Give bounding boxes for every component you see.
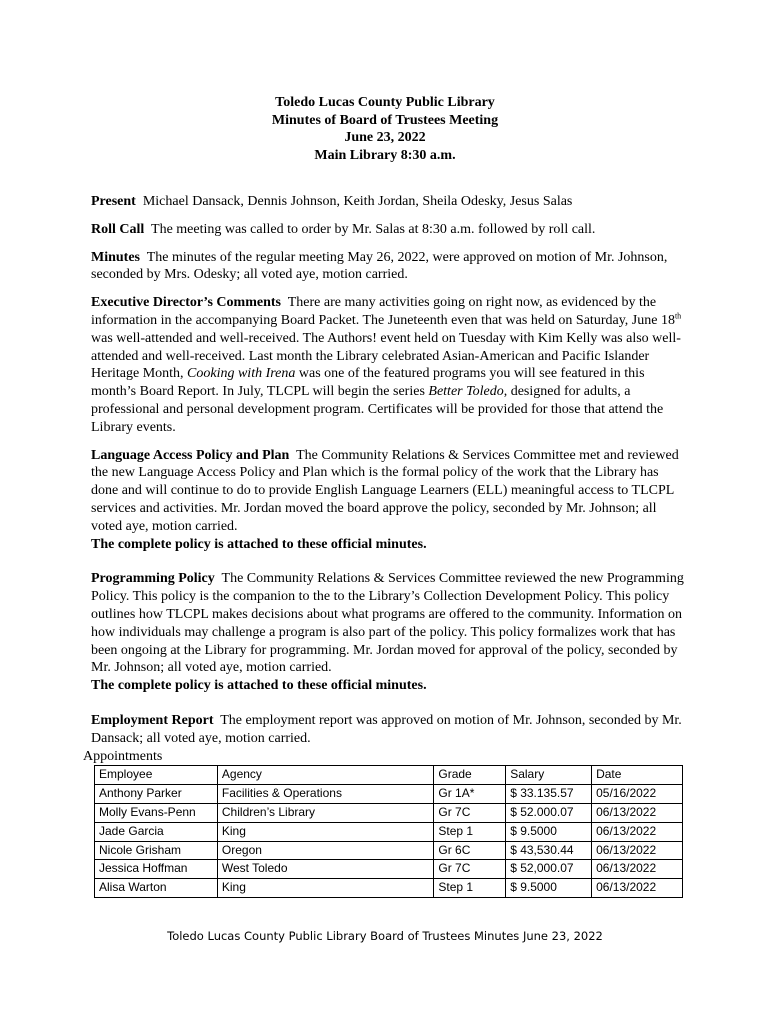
- meeting-date: June 23, 2022: [344, 130, 426, 145]
- table-row: [95, 785, 683, 804]
- agency-cell: Facilities & Operations: [217, 785, 433, 804]
- executive-comments-label: Executive Director’s Comments: [91, 295, 281, 311]
- salary-cell: $ 33.135.57: [506, 785, 592, 804]
- document-body: [83, 193, 687, 898]
- meeting-location-time: Main Library 8:30 a.m.: [314, 147, 456, 163]
- employment-report-section: [91, 712, 687, 748]
- employee-cell: Nicole Grisham: [95, 841, 218, 860]
- minutes-section: [91, 249, 687, 285]
- programming-policy-section: [91, 570, 687, 695]
- date-cell: 06/13/2022: [592, 879, 683, 898]
- date-cell: 05/16/2022: [592, 785, 683, 804]
- language-access-text: The Community Relations & Services Committee met and reviewed the new Language Access Policy and Plan which is the formal policy of the work that the Library has done and will continue to do to provide English Language Learners (ELL) meaningful access to TLCPL services and activities. Mr. Jordan moved the board approve the policy, seconded by Mr. Johnson; all voted aye, motion carried.: [91, 447, 679, 534]
- column-header-grade: Grade: [434, 766, 506, 785]
- grade-cell: Gr 6C: [434, 841, 506, 860]
- appointments-table: [94, 765, 683, 898]
- agency-cell: King: [217, 822, 433, 841]
- language-access-section: [91, 447, 687, 554]
- agency-cell: Children’s Library: [217, 803, 433, 822]
- grade-cell: Step 1: [434, 879, 506, 898]
- language-access-label: Language Access Policy and Plan: [91, 447, 290, 463]
- agency-cell: Oregon: [217, 841, 433, 860]
- roll-call-text: The meeting was called to order by Mr. Salas at 8:30 a.m. followed by roll call.: [151, 221, 596, 237]
- roll-call-section: [91, 221, 687, 239]
- grade-cell: Gr 7C: [434, 860, 506, 879]
- salary-cell: $ 52.000.07: [506, 803, 592, 822]
- present-label: Present: [91, 194, 136, 209]
- employee-cell: Jessica Hoffman: [95, 860, 218, 879]
- table-row: [95, 803, 683, 822]
- employment-report-label: Employment Report: [91, 712, 214, 728]
- agency-cell: West Toledo: [217, 860, 433, 879]
- program-title-cooking: Cooking with Irena: [187, 366, 296, 382]
- column-header-date: Date: [592, 766, 683, 785]
- employee-cell: Alisa Warton: [95, 879, 218, 898]
- salary-cell: $ 52,000.07: [506, 860, 592, 879]
- ordinal-suffix: th: [674, 311, 682, 321]
- grade-cell: Gr 7C: [434, 803, 506, 822]
- programming-policy-attached-note: The complete policy is attached to these official minutes.: [91, 678, 427, 694]
- present-section: [91, 193, 687, 211]
- document-title: Minutes of Board of Trustees Meeting: [271, 112, 499, 128]
- column-header-agency: Agency: [217, 766, 433, 785]
- salary-cell: $ 9.5000: [506, 822, 592, 841]
- date-cell: 06/13/2022: [592, 841, 683, 860]
- executive-comments-text-4: , designed for adults, a professional and personal development program. Certificates will be provided for those that attend the Library events.: [91, 384, 664, 435]
- column-header-employee: Employee: [95, 766, 218, 785]
- series-title-better-toledo: Better Toledo: [428, 384, 504, 400]
- date-cell: 06/13/2022: [592, 803, 683, 822]
- library-name: Toledo Lucas County Public Library: [275, 95, 495, 110]
- date-cell: 06/13/2022: [592, 860, 683, 879]
- date-cell: 06/13/2022: [592, 822, 683, 841]
- document-header: [0, 94, 770, 164]
- executive-comments-text-3: was one of the featured programs you will see featured in this month’s Board Report. In July, TLCPL will begin the series: [91, 366, 645, 400]
- programming-policy-text: The Community Relations & Services Committee reviewed the new Programming Policy. This policy is the companion to the to the Library’s Collection Development Policy. This policy outlines how TLCPL makes decisions about what programs are offered to the community. Information on how individuals may challenge a program is also part of the policy. This policy formalizes work that has been ongoing at the Library for programming. Mr. Jordan moved for approval of the policy, seconded by Mr. Johnson; all voted aye, motion carried.: [91, 571, 684, 676]
- salary-cell: $ 43,530.44: [506, 841, 592, 860]
- executive-comments-text-1: There are many activities going on right now, as evidenced by the information in the accompanying Board Packet. The Juneteenth even that was held on Saturday, June 18: [91, 295, 675, 328]
- agency-cell: King: [217, 879, 433, 898]
- language-policy-attached-note: The complete policy is attached to these official minutes.: [91, 536, 427, 552]
- salary-cell: $ 9.5000: [506, 879, 592, 898]
- employee-cell: Anthony Parker: [95, 785, 218, 804]
- present-text: Michael Dansack, Dennis Johnson, Keith Jordan, Sheila Odesky, Jesus Salas: [142, 194, 573, 209]
- employee-cell: Jade Garcia: [95, 822, 218, 841]
- table-row: [95, 822, 683, 841]
- table-row: [95, 860, 683, 879]
- table-row: [95, 879, 683, 898]
- executive-comments-section: [91, 294, 687, 436]
- appointments-label: Appointments: [83, 748, 163, 764]
- roll-call-label: Roll Call: [91, 221, 145, 237]
- grade-cell: Step 1: [434, 822, 506, 841]
- employee-cell: Molly Evans-Penn: [95, 803, 218, 822]
- column-header-salary: Salary: [506, 766, 592, 785]
- programming-policy-label: Programming Policy: [91, 571, 215, 587]
- grade-cell: Gr 1A*: [434, 785, 506, 804]
- executive-comments-text-2: was well-attended and well-received. The Authors! event held on Tuesday with Kim Kelly was also well-attended and well-received. Last month the Library celebrated Asian-American and Pacific Islander Heritage Month,: [91, 330, 681, 382]
- minutes-text: The minutes of the regular meeting May 26, 2022, were approved on motion of Mr. Johnson, seconded by Mrs. Odesky; all voted aye, motion carried.: [91, 249, 668, 283]
- table-header-row: [95, 766, 683, 785]
- minutes-label: Minutes: [91, 249, 140, 265]
- table-row: [95, 841, 683, 860]
- page-footer: Toledo Lucas County Public Library Board of Trustees Minutes June 23, 2022: [167, 929, 603, 943]
- employment-report-text: The employment report was approved on motion of Mr. Johnson, seconded by Mr. Dansack; all voted aye, motion carried.: [91, 712, 682, 746]
